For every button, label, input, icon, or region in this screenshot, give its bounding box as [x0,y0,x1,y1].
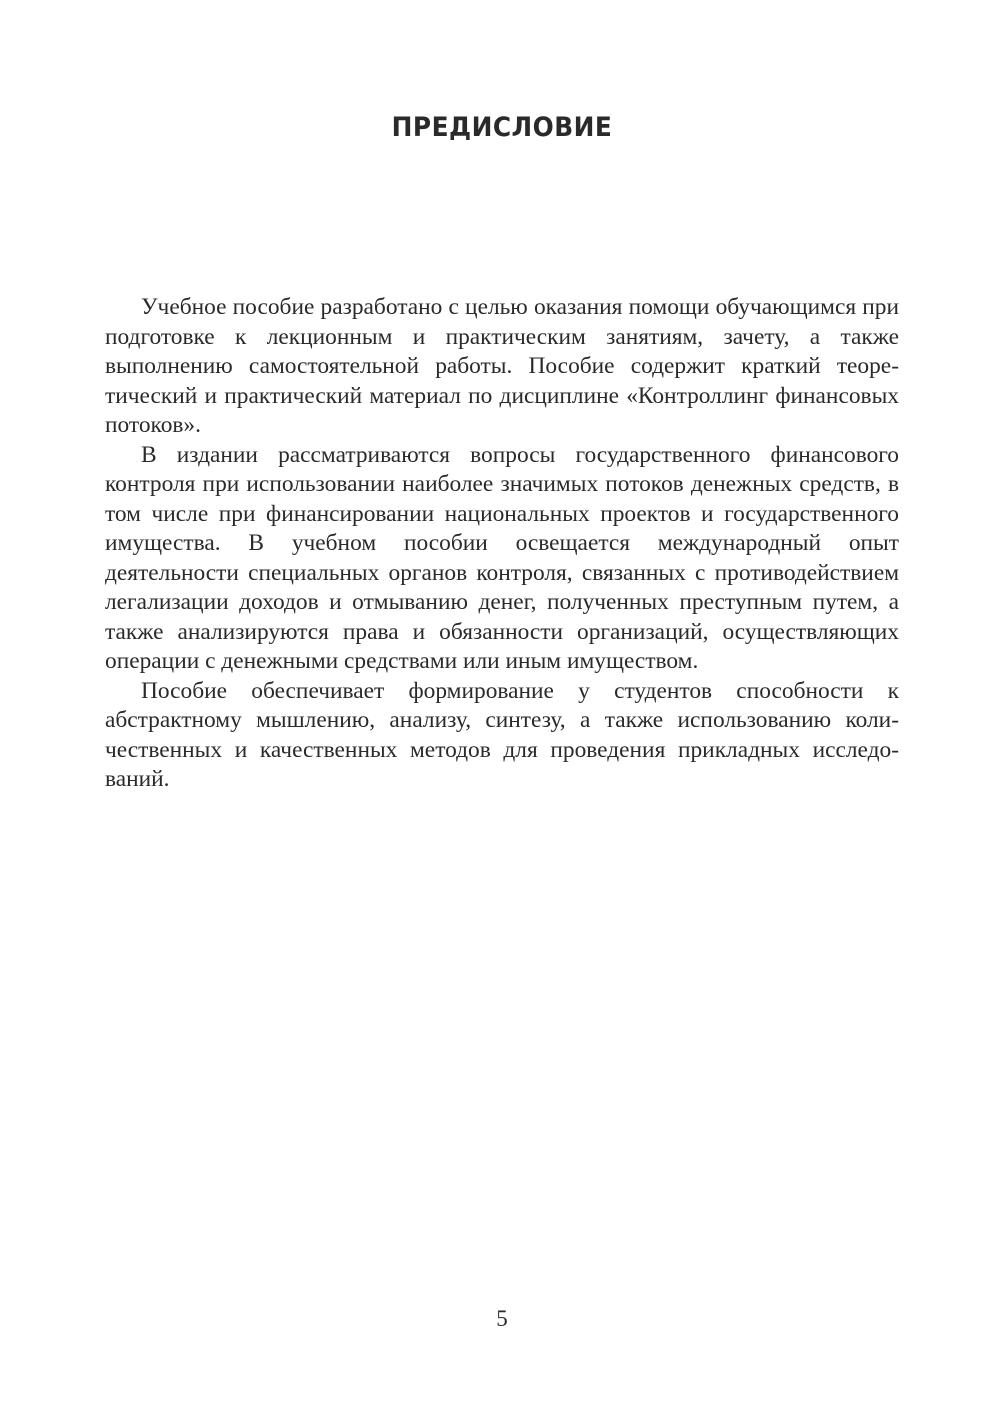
page-title: ПРЕДИСЛОВИЕ [391,112,613,143]
page-number: 5 [496,1306,508,1331]
paragraph-3: Пособие обеспечивает формирование у студентов способности к абстрактному мышлению, анализу, синтезу, а также использованию количественных и качественных методов для проведения прикладных исследований. [105,677,899,792]
preface-body [105,293,899,795]
paragraph-1: Учебное пособие разработано с целью оказания помощи обучающимся при подготовке к лекционным и практическим занятиям, зачету, а также выполнению самостоятельной работы. Пособие содержит краткий теоретический и практический материал по дисциплине «Контроллинг финансовых потоков». [105,294,899,438]
paragraph-2: В издании рассматриваются вопросы государственного финансового контроля при использовании наиболее значимых потоков денежных средств, в том числе при финансировании национальных проектов и государственного имущества. В учебном пособии освещается международный опыт деятельности специальных органов контроля, связанных с противодействием легализации доходов и отмыванию денег, полученных преступным путем, а также анализируются права и обязанности организаций, осуществляющих операции с денежными средствами или иным имуществом. [105,441,899,674]
